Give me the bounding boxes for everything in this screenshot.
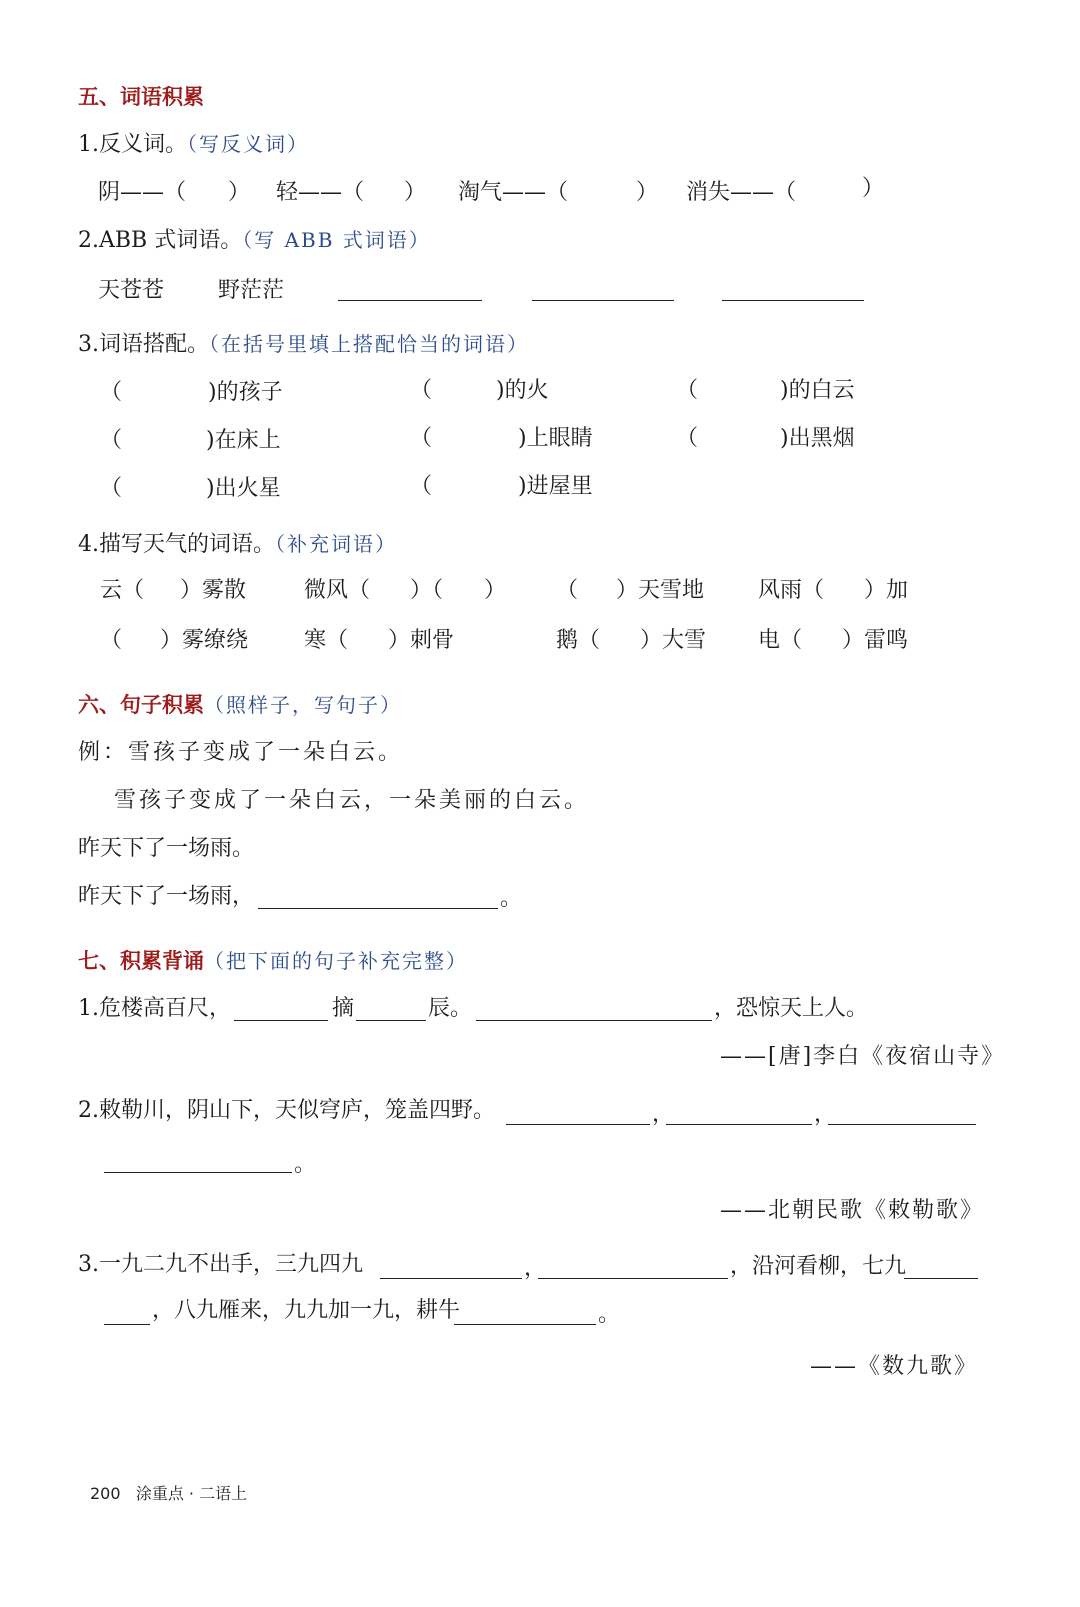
poem3-blank-1[interactable] (380, 1278, 522, 1279)
weather-word: （ (100, 628, 123, 653)
weather-word: ）（ (410, 578, 444, 603)
abb-blank-2[interactable] (532, 300, 674, 301)
weather-word: ）雾缭绕 (160, 628, 249, 653)
poem1-blank-2[interactable] (356, 1020, 426, 1021)
collocation-phrase: )的孩子 (208, 380, 283, 405)
antonym-2: 轻——（ (276, 180, 365, 205)
weather-word: 寒（ (304, 628, 349, 653)
collocation-phrase: )上眼睛 (518, 426, 593, 451)
prompt-sentence: 昨天下了一场雨。 (78, 836, 255, 861)
poem2-blank-1[interactable] (506, 1124, 650, 1125)
weather-word: ）刺骨 (388, 628, 455, 653)
collocation-phrase: )出火星 (206, 476, 281, 501)
weather-word: ）加 (864, 578, 909, 603)
collocation-open: （ (410, 378, 433, 403)
poem1-end: ，恐惊天上人。 (714, 996, 869, 1021)
weather-word: ）雾散 (180, 578, 247, 603)
collocation-phrase: )出黑烟 (780, 426, 855, 451)
poem1-blank-3[interactable] (476, 1020, 712, 1021)
poem1-start: 1.危楼高百尺， (78, 996, 231, 1021)
weather-word: 微风（ (304, 578, 371, 603)
poem1-blank-1[interactable] (234, 1020, 328, 1021)
antonym-4: 消失——（ (686, 180, 797, 205)
poem3-comma: ， (524, 1256, 547, 1281)
section6-title: 六、句子积累 (78, 692, 204, 717)
weather-word: 云（ (100, 578, 145, 603)
collocation-phrase: )在床上 (206, 428, 281, 453)
q4-hint: （补充词语） (275, 532, 397, 556)
antonym-3: 淘气——（ (458, 180, 569, 205)
collocation-open: （ (410, 426, 433, 451)
page-footer (90, 1486, 247, 1502)
poem3-blank-3[interactable] (904, 1278, 978, 1279)
poem2-blank-3[interactable] (828, 1124, 976, 1125)
section6-hint: （照样子，写句子） (204, 693, 402, 717)
weather-word: ）雷鸣 (842, 628, 909, 653)
poem1-source: ——[唐]李白《夜宿山寺》 (720, 1044, 1006, 1069)
collocation-open: （ (100, 428, 123, 453)
abb-blank-1[interactable] (338, 300, 482, 301)
abb-word-1: 天苍苍 (98, 278, 165, 303)
poem3-blank-4[interactable] (104, 1324, 150, 1325)
book-title: 涂重点 · 二语上 (135, 1484, 248, 1503)
poem3-blank-5[interactable] (454, 1324, 596, 1325)
poem3-mid: ，沿河看柳，七九 (730, 1254, 907, 1279)
page-number: 200 (90, 1484, 121, 1503)
sentence-blank[interactable] (258, 908, 498, 909)
q4-label: 4.描写天气的词语。（补充词语） (78, 532, 397, 557)
poem2-blank-4[interactable] (104, 1172, 292, 1173)
weather-word: ）天雪地 (616, 578, 705, 603)
section7-title: 七、积累背诵 (78, 948, 204, 973)
poem3-source: ——《数九歌》 (809, 1354, 978, 1379)
collocation-open: （ (100, 380, 123, 405)
weather-word: ） (484, 578, 507, 603)
abb-blank-3[interactable] (722, 300, 864, 301)
fill-suffix: 。 (500, 886, 523, 911)
q3-label: 3.词语搭配。（在括号里填上搭配恰当的词语） (78, 332, 529, 357)
weather-word: 风雨（ (758, 578, 825, 603)
antonym-3-close: ） (636, 180, 659, 205)
section7-hint: （把下面的句子补充完整） (204, 949, 468, 973)
poem2-blank-2[interactable] (666, 1124, 812, 1125)
antonym-4-close: ） (862, 176, 885, 201)
antonym-2-close: ） (404, 180, 427, 205)
poem2-start: 2.敕勒川，阴山下，天似穹庐，笼盖四野。 (78, 1098, 495, 1123)
q2-label: 2.ABB 式词语。（写 ABB 式词语） (78, 228, 431, 253)
example-sentence: 例：雪孩子变成了一朵白云。 (78, 740, 404, 765)
section6-header (78, 694, 402, 717)
poem3-end: 。 (598, 1302, 621, 1327)
collocation-open: （ (676, 426, 699, 451)
poem3-blank-2[interactable] (538, 1278, 728, 1279)
poem1-mid1: 摘 (332, 996, 355, 1021)
poem2-comma1: ， (652, 1102, 675, 1127)
weather-word: 鹅（ (556, 628, 601, 653)
q2-hint: （写 ABB 式词语） (242, 228, 431, 252)
section5-title: 五、词语积累 (78, 84, 204, 109)
poem3-start: 3.一九二九不出手，三九四九 (78, 1252, 363, 1277)
antonym-1-close: ） (228, 180, 251, 205)
poem2-end: 。 (294, 1152, 317, 1177)
poem3-line2-mid: ，八九雁来，九九加一九，耕牛 (152, 1298, 461, 1323)
collocation-open: （ (410, 474, 433, 499)
q1-hint: （写反义词） (187, 132, 309, 156)
collocation-open: （ (100, 476, 123, 501)
weather-word: 电（ (758, 628, 803, 653)
poem2-source: ——北朝民歌《敕勒歌》 (720, 1198, 985, 1223)
example-answer: 雪孩子变成了一朵白云，一朵美丽的白云。 (114, 788, 590, 813)
weather-word: （ (556, 578, 579, 603)
collocation-phrase: )进屋里 (518, 474, 593, 499)
fill-prefix: 昨天下了一场雨， (78, 884, 255, 909)
abb-word-2: 野茫茫 (218, 278, 285, 303)
q1-label: 1.反义词。（写反义词） (78, 132, 309, 157)
q3-hint: （在括号里填上搭配恰当的词语） (209, 332, 529, 356)
weather-word: ）大雪 (640, 628, 707, 653)
collocation-open: （ (676, 378, 699, 403)
poem1-mid2: 辰。 (428, 996, 473, 1021)
collocation-phrase: )的白云 (780, 378, 855, 403)
antonym-1: 阴——（ (98, 180, 187, 205)
poem2-comma2: ， (814, 1102, 837, 1127)
section7-header (78, 950, 468, 973)
collocation-phrase: )的火 (496, 378, 549, 403)
